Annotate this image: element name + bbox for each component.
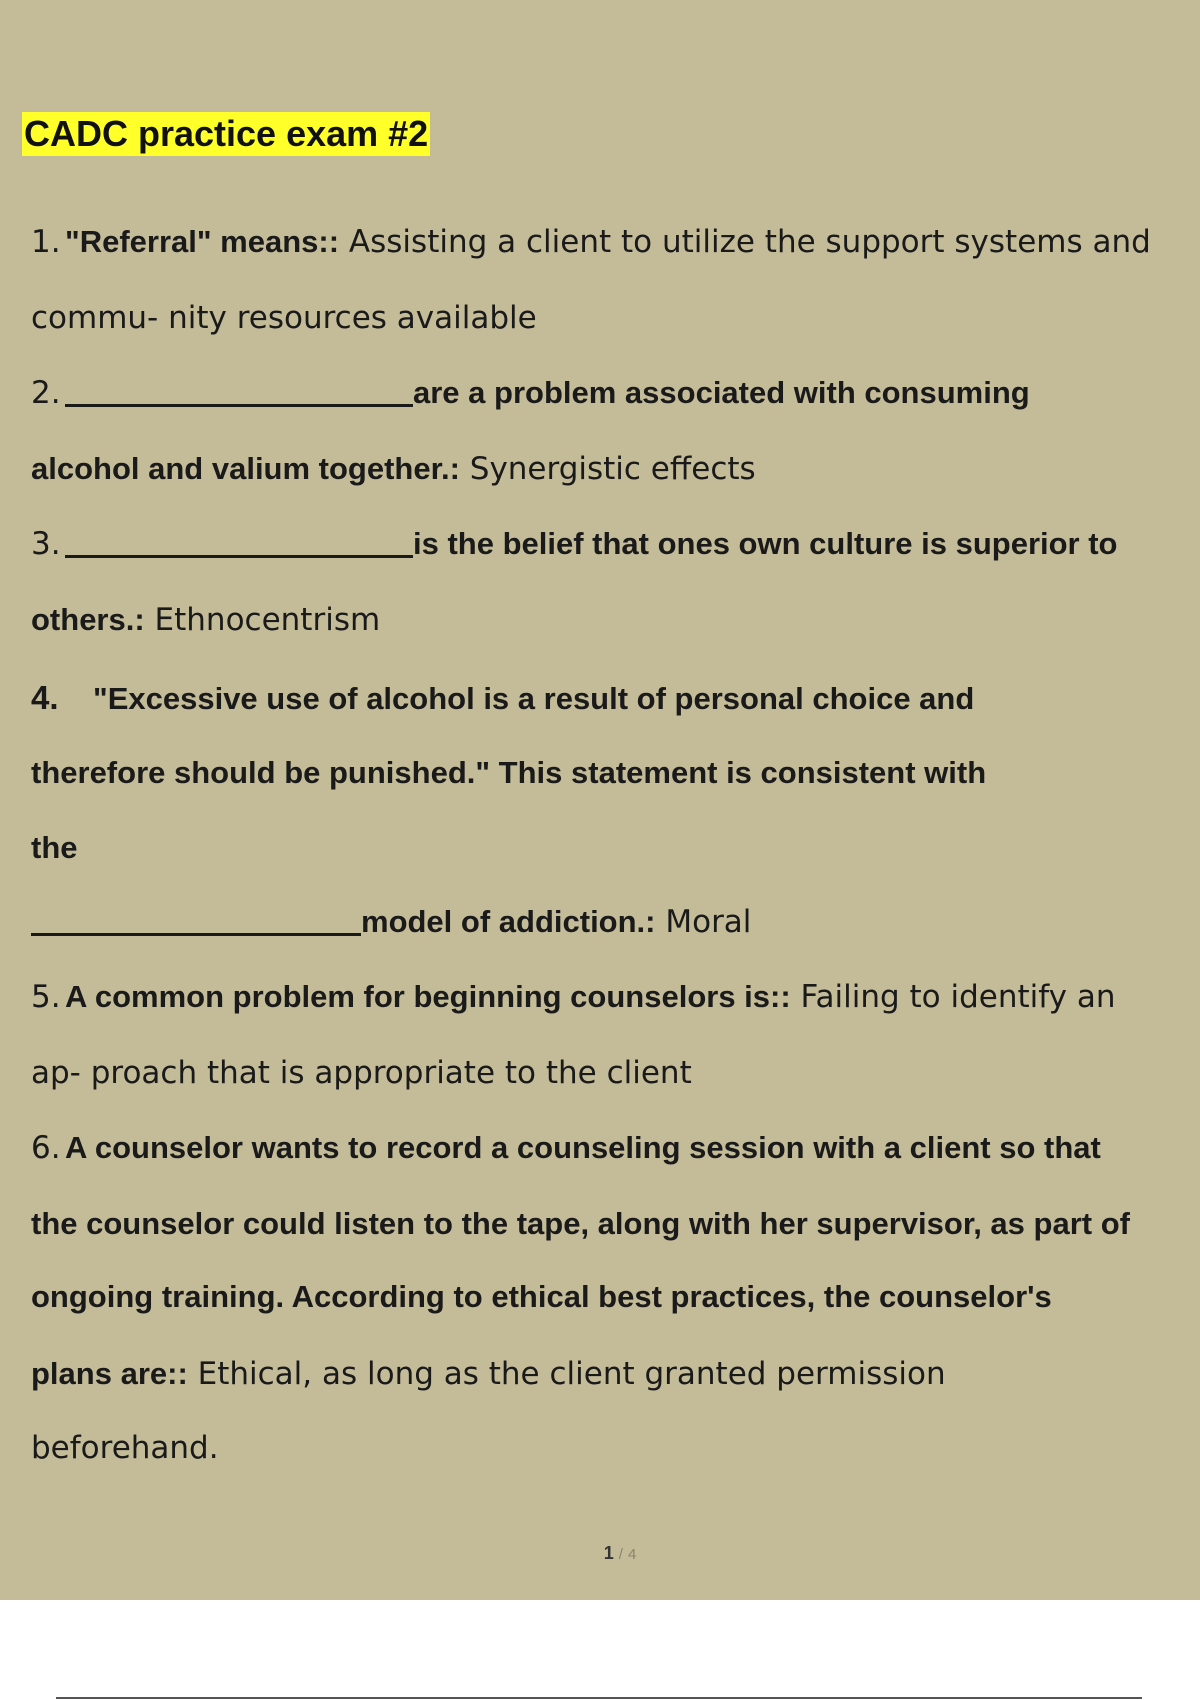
question-4-text-line-3: the <box>31 830 78 865</box>
question-4-blank <box>31 899 361 936</box>
question-4-number: 4. <box>31 679 59 716</box>
question-6-line-1 <box>31 1125 1101 1171</box>
document-title: CADC practice exam #2 <box>24 113 429 154</box>
question-5-answer-line-2: ap- proach that is appropriate to the client <box>31 1055 692 1091</box>
question-3-line-2 <box>31 597 380 643</box>
question-1-number: 1. <box>31 224 61 260</box>
question-5-text: A common problem for beginning counselors is:: <box>65 979 791 1014</box>
question-1-line-2 <box>31 295 537 341</box>
question-2-line-2 <box>31 446 756 492</box>
question-3-text-line-1: is the belief that ones own culture is superior to <box>413 526 1118 561</box>
question-4-text-line-2: therefore should be punished." This statement is consistent with <box>31 755 987 790</box>
page-number-separator: / <box>618 1546 623 1563</box>
question-1-line-1 <box>31 219 1151 265</box>
question-4-line-3 <box>31 825 78 871</box>
question-6-text-line-3: ongoing training. According to ethical best practices, the counselor's <box>31 1279 1052 1314</box>
question-2-text-line-1: are a problem associated with consuming <box>413 375 1030 410</box>
question-3-answer: Ethnocentrism <box>144 602 381 638</box>
question-3-line-1 <box>31 521 1118 567</box>
question-4-line-4 <box>31 899 751 945</box>
question-6-line-3 <box>31 1274 1052 1320</box>
question-5-line-2 <box>31 1050 692 1096</box>
question-5-line-1 <box>31 974 1116 1020</box>
question-2-blank <box>65 370 413 407</box>
page-number <box>0 1543 1200 1564</box>
question-2-line-1 <box>31 370 1030 416</box>
question-6-line-4 <box>31 1351 946 1397</box>
question-5-answer-line-1: Failing to identify an <box>790 979 1116 1015</box>
question-4-answer: Moral <box>655 904 752 940</box>
question-5-number: 5. <box>31 979 61 1015</box>
question-3-number: 3. <box>31 526 61 562</box>
question-1-answer-line-2: commu- nity resources available <box>31 300 537 336</box>
question-1-text: "Referral" means:: <box>65 224 340 259</box>
question-6-text-line-2: the counselor could listen to the tape, along with her supervisor, as part of <box>31 1206 1130 1241</box>
question-3-text-line-2: others.: <box>31 602 145 637</box>
question-1-answer-line-1: Assisting a client to utilize the support systems and <box>339 224 1151 260</box>
question-6-number: 6. <box>31 1130 61 1166</box>
question-2-text-line-2: alcohol and valium together.: <box>31 451 460 486</box>
question-3-blank <box>65 521 413 558</box>
question-4-text-line-4: model of addiction.: <box>361 904 656 939</box>
question-6-text-line-4: plans are:: <box>31 1356 188 1391</box>
question-6-line-5 <box>31 1425 219 1471</box>
question-6-answer-line-2: beforehand. <box>31 1430 219 1466</box>
question-4-text-line-1: "Excessive use of alcohol is a result of personal choice and <box>93 681 975 716</box>
question-6-text-line-1: A counselor wants to record a counseling session with a client so that <box>65 1130 1101 1165</box>
question-6-answer-line-1: Ethical, as long as the client granted permission <box>187 1356 946 1392</box>
question-2-number: 2. <box>31 375 61 411</box>
question-4-line-2 <box>31 750 986 796</box>
page-number-total: 4 <box>627 1546 637 1563</box>
question-6-line-2 <box>31 1201 1130 1247</box>
page-number-current: 1 <box>603 1543 614 1563</box>
question-2-answer: Synergistic effects <box>459 451 756 487</box>
next-page-divider <box>56 1697 1142 1699</box>
question-4-line-1 <box>31 675 974 721</box>
